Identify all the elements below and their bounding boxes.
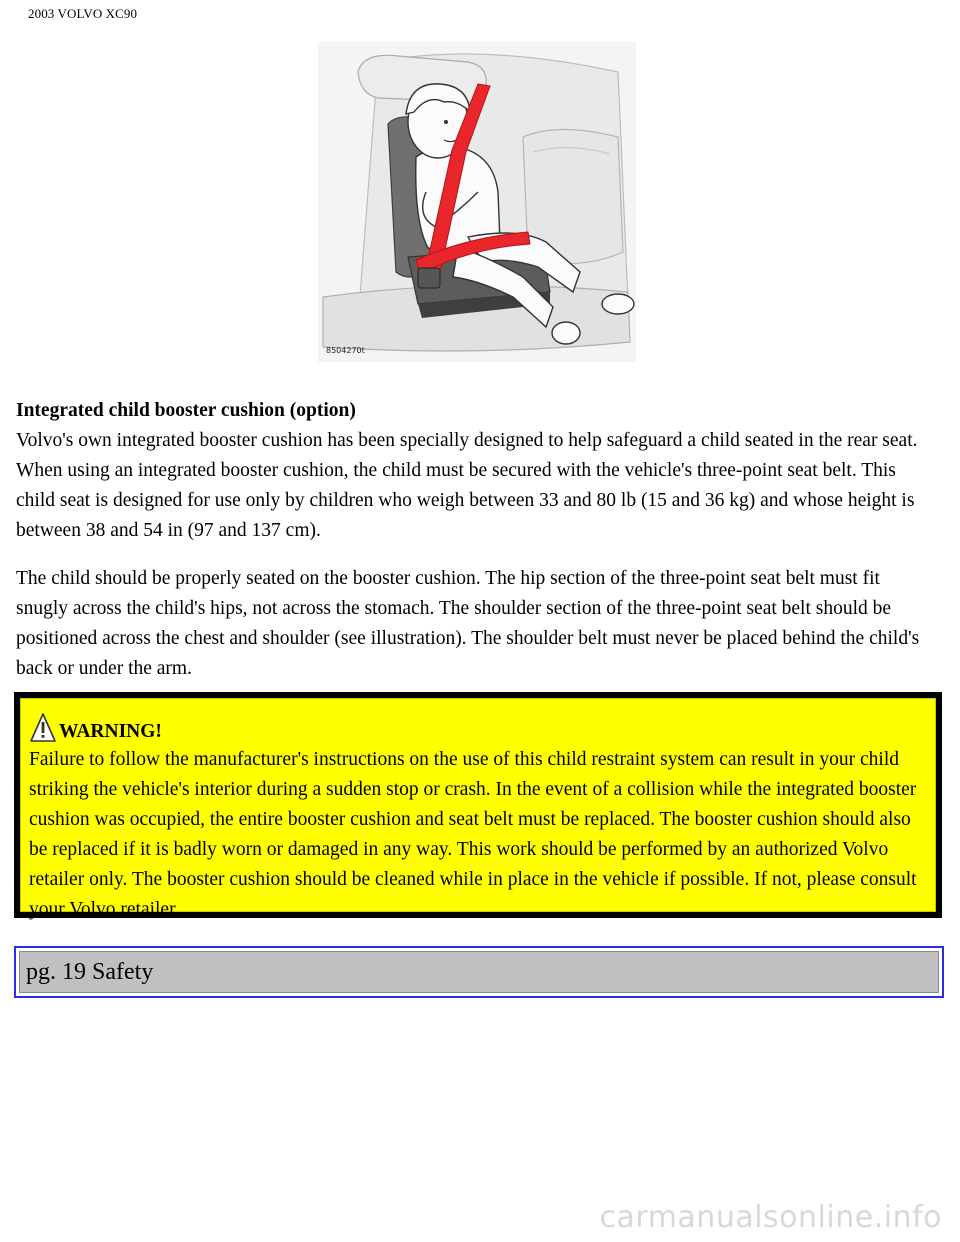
warning-header <box>29 707 927 745</box>
warning-triangle-icon <box>29 711 57 745</box>
figure-code: 8504270t <box>326 346 365 355</box>
main-content <box>16 396 936 684</box>
page-footer <box>14 946 944 998</box>
child-booster-illustration <box>318 42 636 362</box>
document-header: 2003 VOLVO XC90 <box>28 6 138 21</box>
warning-title: WARNING! <box>59 721 162 742</box>
warning-box <box>14 692 942 918</box>
watermark: carmanualsonline.info <box>599 1200 942 1235</box>
section-title: Integrated child booster cushion (option) <box>16 400 356 421</box>
paragraph-seating-instructions: The child should be properly seated on the booster cushion. The hip section of the three-point seat belt must fit snugly across the child's hips, not across the stomach. The shoulder section of the three-point seat belt should be positioned across the chest and shoulder (see illustration). The shoulder belt must never be placed behind the child's back or under the arm. <box>16 568 920 679</box>
paragraph-booster-description: Volvo's own integrated booster cushion has been specially designed to help safeguard a child seated in the rear seat. When using an integrated booster cushion, the child must be secured with the vehicle's three-point seat belt. This child seat is designed for use only by children who weigh between 33 and 80 lb (15 and 36 kg) and whose height is between 38 and 54 in (97 and 137 cm). <box>16 430 918 541</box>
page-label: pg. 19 Safety <box>19 951 939 993</box>
warning-panel <box>20 698 936 920</box>
warning-text: Failure to follow the manufacturer's instructions on the use of this child restraint system can result in your child striking the vehicle's interior during a sudden stop or crash. In the event of a collision while the integrated booster cushion was occupied, the entire booster cushion and seat belt must be replaced. The booster cushion should also be replaced if it is badly worn or damaged in any way. This work should be performed by an authorized Volvo retailer only. The booster cushion should be cleaned while in place in the vehicle if possible. If not, please consult your Volvo retailer. <box>29 749 917 920</box>
